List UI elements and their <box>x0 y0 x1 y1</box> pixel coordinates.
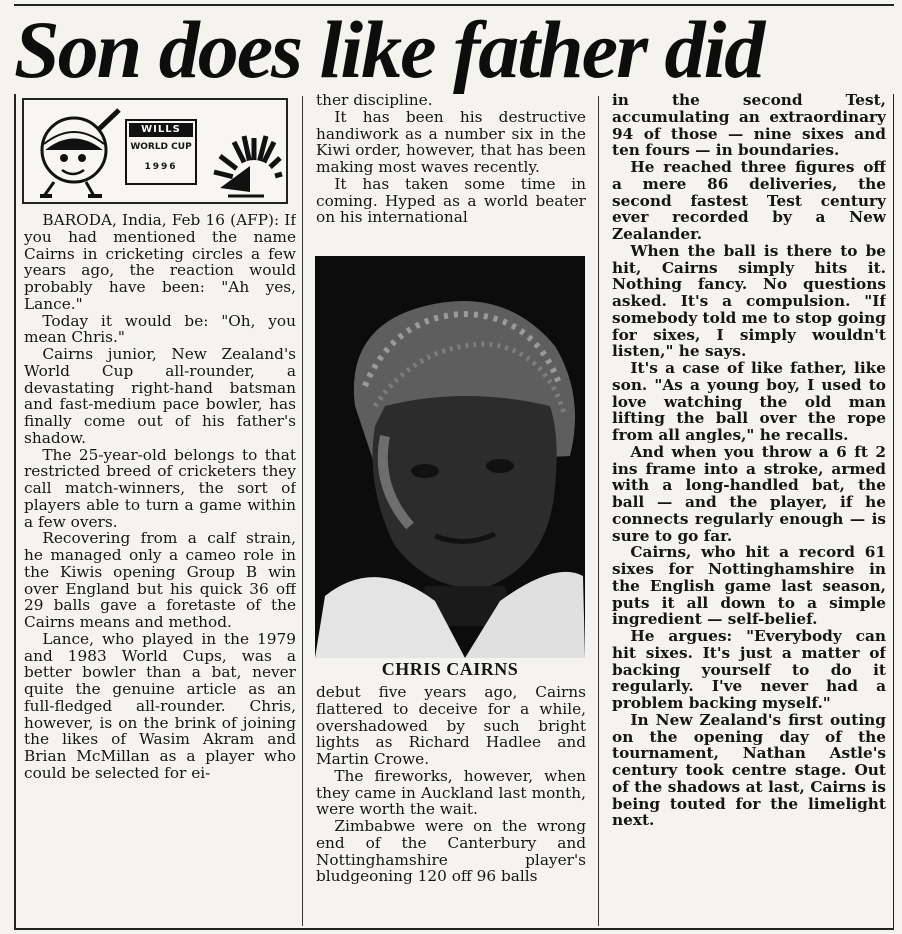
column-3 <box>612 92 886 928</box>
paragraph: Cairns, who hit a record 61 sixes for Nottinghamshire in the English game last season, puts it all down to a simple ingredient — self-belief. <box>612 543 886 629</box>
paragraph: in the second Test, accumulating an extraordinary 94 of those — nine sixes and ten fours — in boundaries. <box>612 92 886 160</box>
headline: Son does like father did <box>14 6 764 94</box>
paragraph: And when you throw a 6 ft 2 ins frame into a stroke, armed with a long-handled bat, the ball — and the player, if he connects regularly enough — is sure to go far. <box>612 442 886 545</box>
paragraph: ther discipline. <box>316 92 433 109</box>
frame-left <box>14 94 16 930</box>
paragraph: The 25-year-old belongs to that restricted breed of cricketers they call match-winners, the sort of players able to turn a game within a few overs. <box>24 445 296 531</box>
frame-bottom <box>14 928 894 930</box>
paragraph: BARODA, India, Feb 16 (AFP): If you had mentioned the name Cairns in cricketing circles a few years ago, the reaction would probably have been: "Ah yes, Lance." <box>24 212 296 313</box>
paragraph: Lance, who played in the 1979 and 1983 World Cups, was a better bowler than a bat, never quite the genuine article as an full-fledged all-rounder. Chris, however, is on the brink of joining the likes of Wasim Akram and Brian McMillan as a player who could be selected for ei- <box>24 629 296 782</box>
column-rule-2 <box>598 96 599 926</box>
paragraph: It has been his destructive handiwork as a number six in the Kiwi order, however, that has been making most waves recently. <box>316 107 586 176</box>
paragraph: Zimbabwe were on the wrong end of the Canterbury and Nottinghamshire player's bludgeoning 120 off 96 balls <box>316 817 586 886</box>
column-2-bottom <box>316 684 586 928</box>
photo-chris-cairns <box>315 256 585 658</box>
paragraph: It's a case of like father, like son. "As a young boy, I used to love watching the old man lifting the ball over the rope from all angles," he recalls. <box>612 359 886 444</box>
paragraph: He reached three figures off a mere 86 deliveries, the second fastest Test century ever recorded by a New Zealander. <box>612 158 886 243</box>
photo-caption: CHRIS CAIRNS <box>381 659 519 679</box>
frame-right <box>893 94 895 930</box>
paragraph: The fireworks, however, when they came in Auckland last month, were worth the wait. <box>316 766 586 819</box>
column-2-top <box>316 92 586 254</box>
paragraph: He argues: "Everybody can hit sixes. It's just a matter of backing yourself to do it regularly. I've never had a problem backing myself." <box>612 627 886 712</box>
logo-wills: WILLS <box>141 124 181 135</box>
logo-world-cup: WORLD CUP <box>130 142 192 152</box>
portrait-image <box>315 256 585 658</box>
column-rule-1 <box>302 96 303 926</box>
column-1 <box>24 212 296 928</box>
paragraph: debut five years ago, Cairns flattered to deceive for a while, overshadowed by such bright lights as Richard Hadlee and Martin Crowe. <box>316 684 586 768</box>
paragraph: In New Zealand's first outing on the opening day of the tournament, Nathan Astle's century took centre stage. Out of the shadows at last, Cairns is being touted for the limelight next. <box>612 710 886 830</box>
paragraph: When the ball is there to be hit, Cairns simply hits it. Nothing fancy. No questions asked. It's a compulsion. "If somebody told me to stop going for sixes, I simply wouldn't listen," he says. <box>612 241 886 361</box>
paragraph: It has taken some time in coming. Hyped as a world beater on his international <box>316 174 586 227</box>
logo-year: 1996 <box>144 162 178 172</box>
paragraph: Today it would be: "Oh, you mean Chris." <box>24 311 296 347</box>
paragraph: Cairns junior, New Zealand's World Cup all-rounder, a devastating right-hand batsman and fast-medium pace bowler, has finally come out of his father's shadow. <box>24 345 296 447</box>
paragraph: Recovering from a calf strain, he managed only a cameo role in the Kiwis opening Group B win over England but his quick 36 off 29 balls gave a foretaste of the Cairns means and method. <box>24 529 296 631</box>
world-cup-logo <box>22 98 288 204</box>
